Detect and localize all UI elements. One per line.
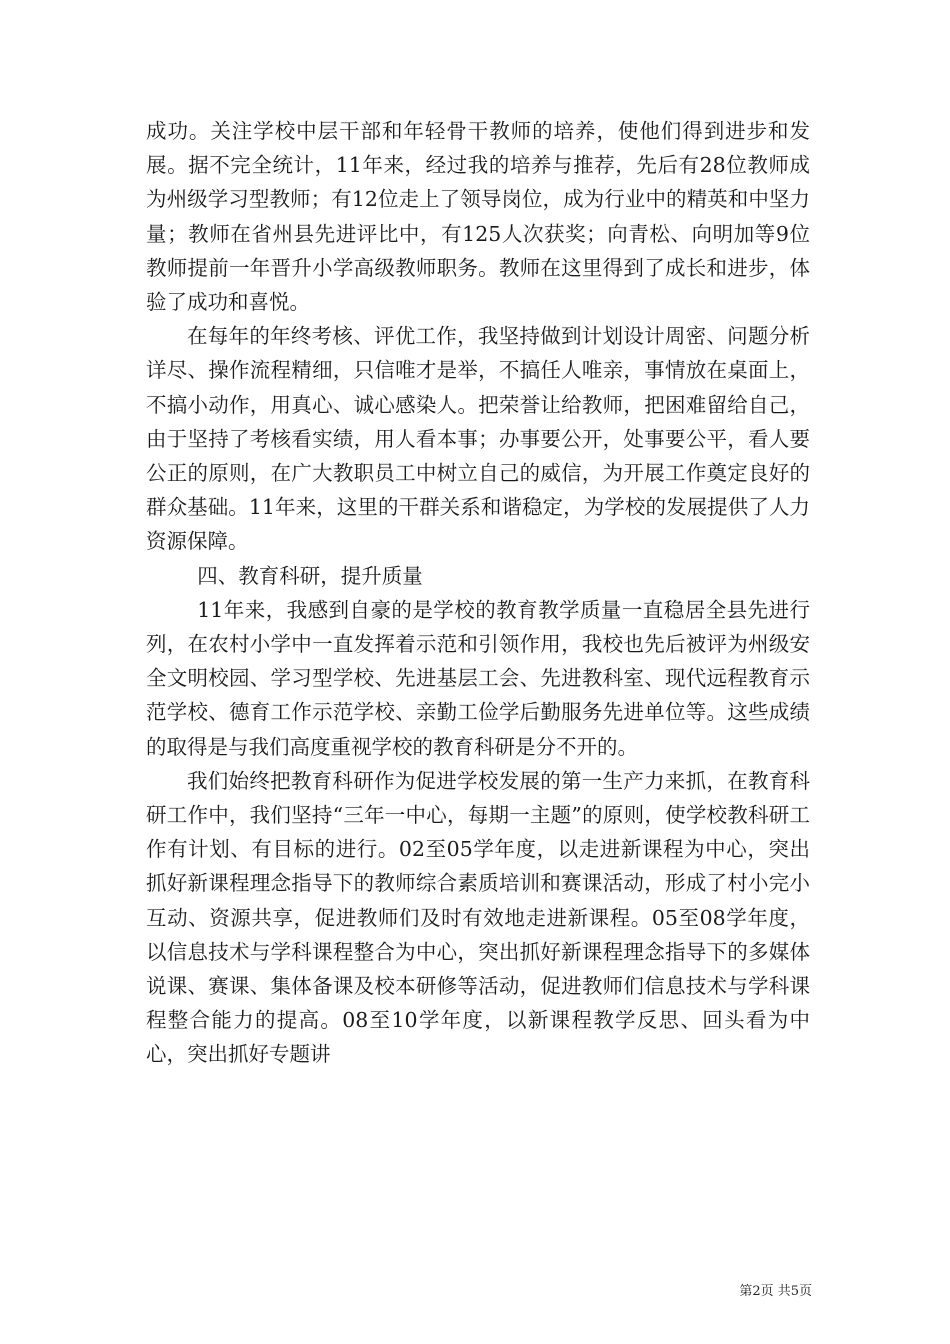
document-body [146,114,810,1072]
section-heading: 四、教育科研，提升质量 [197,563,423,588]
paragraph-4: 我们始终把教育科研作为促进学校发展的第一生产力来抓，在教育科研工作中，我们坚持“三年一中心，每期一主题”的原则，使学校教科研工作有计划、有目标的进行。02至05学年度，以走进新课程为中心，突出抓好新课程理念指导下的教师综合素质培训和赛课活动，形成了村小完小互动、资源共享，促进教师们及时有效地走进新课程。05至08学年度，以信息技术与学科课程整合为中心，突出抓好新课程理念指导下的多媒体说课、赛课、集体备课及校本研修等活动，促进教师们信息技术与学科课程整合能力的提高。08至10学年度，以新课程教学反思、回头看为中心，突出抓好专题讲 [146,768,810,1067]
page-number: 第2页 共5页 [739,1284,812,1299]
paragraph-2: 在每年的年终考核、评优工作，我坚持做到计划设计周密、问题分析详尽、操作流程精细，只信唯才是举，不搞任人唯亲，事情放在桌面上，不搞小动作，用真心、诚心感染人。把荣誉让给教师，把困难留给自己，由于坚持了考核看实绩，用人看本事；办事要公开，处事要公平，看人要公正的原则，在广大教职员工中树立自己的威信，为开展工作奠定良好的群众基础。11年来，这里的干群关系和谐稳定，为学校的发展提供了人力资源保障。 [146,324,810,554]
paragraph-3: 11年来，我感到自豪的是学校的教育教学质量一直稳居全县先进行列，在农村小学中一直发挥着示范和引领作用，我校也先后被评为州级安全文明校园、学习型学校、先进基层工会、先进教科室、现代远程教育示范学校、德育工作示范学校、亲勤工俭学后勤服务先进单位等。这些成绩的取得是与我们高度重视学校的教育科研是分不开的。 [146,597,810,759]
paragraph-1: 成功。关注学校中层干部和年轻骨干教师的培养，使他们得到进步和发展。据不完全统计，11年来，经过我的培养与推荐，先后有28位教师成为州级学习型教师；有12位走上了领导岗位，成为行业中的精英和中坚力量；教师在省州县先进评比中，有125人次获奖；向青松、向明加等9位教师提前一年晋升小学高级教师职务。教师在这里得到了成长和进步，体验了成功和喜悦。 [146,119,810,315]
